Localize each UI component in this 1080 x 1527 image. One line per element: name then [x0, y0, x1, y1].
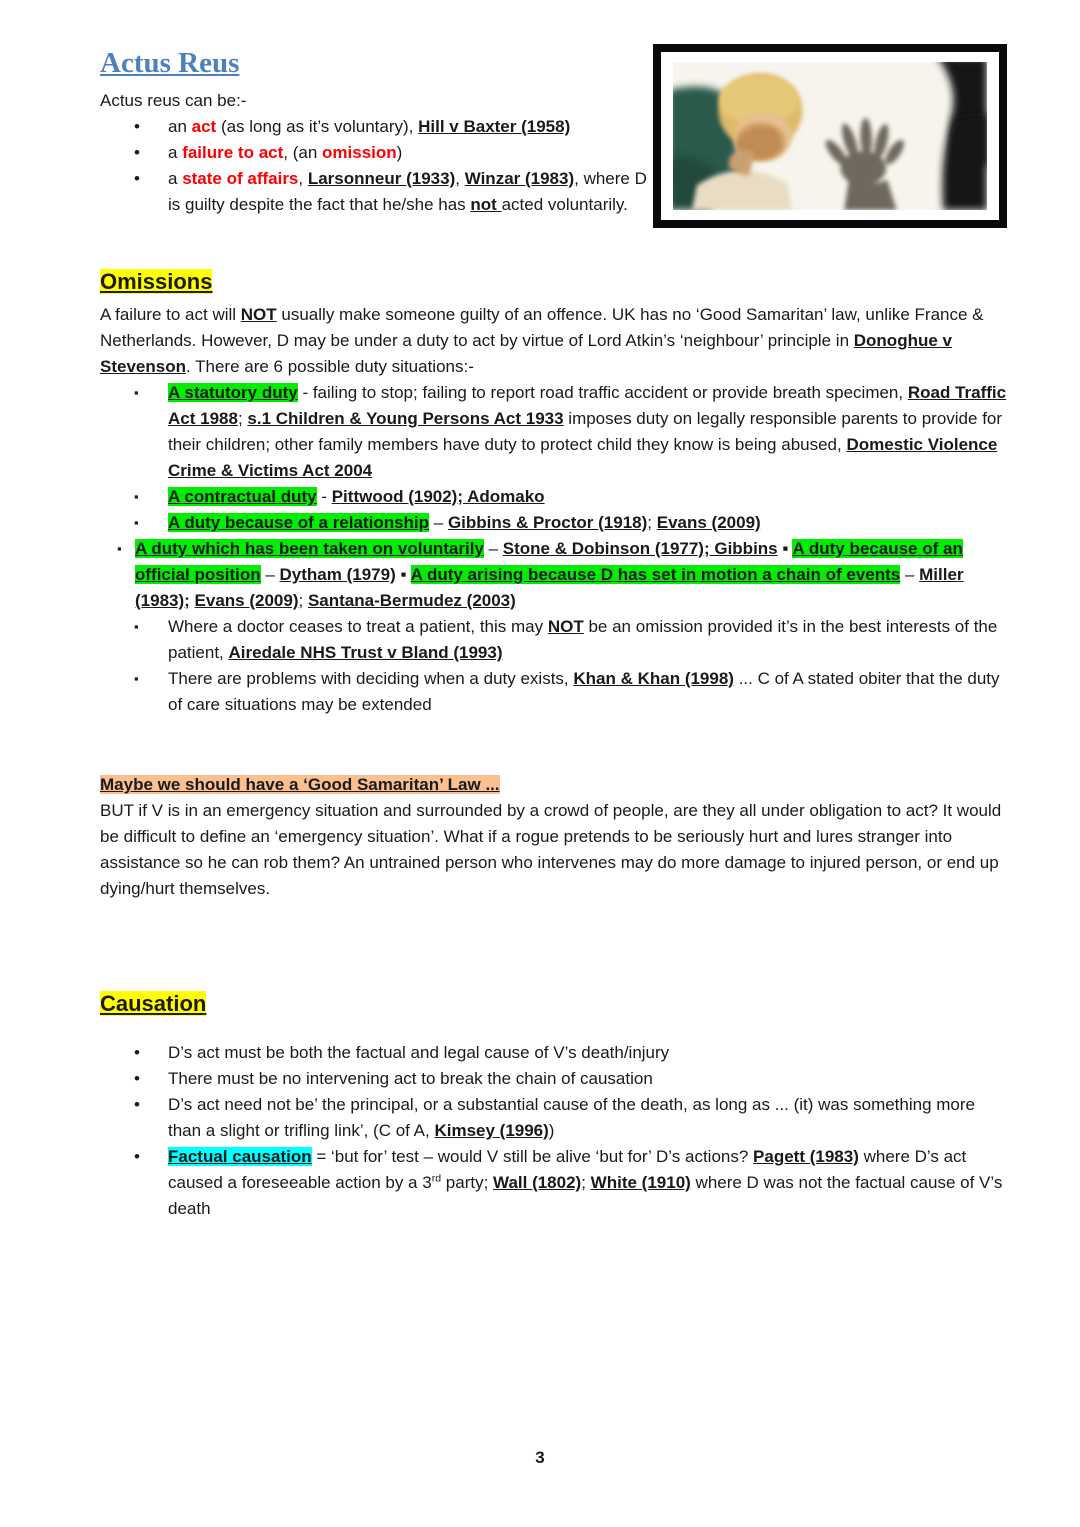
list-item [100, 1092, 1008, 1144]
list-item [100, 166, 648, 218]
omissions-paragraph: A failure to act will NOT usually make someone guilty of an offence. UK has no ‘Good Samaritan’ law, unlike France & Netherlands. However, D may be under a duty to act by virtue of Lord Atkin’s ‘neighbour’ principle in Donoghue v Stevenson. There are 6 possible duty situations:- [100, 305, 984, 376]
list-item-text: A contractual duty - Pittwood (1902); Adomako [168, 487, 545, 506]
square-bullet-icon: ▪ [134, 619, 139, 634]
heading-good-samaritan: Maybe we should have a ‘Good Samaritan’ Law ... [100, 775, 500, 794]
section-good-samaritan [100, 772, 1008, 902]
heading-actus-reus: Actus Reus [100, 47, 240, 79]
list-item-text: A duty which has been taken on voluntarily – Stone & Dobinson (1977); Gibbins ▪ A duty because of an official position – Dytham (1979) ▪ A duty arising because D has set in motion a chain of events – Miller (1983); Evans (2009); Santana-Bermudez (2003) [135, 539, 964, 610]
omissions-list [100, 380, 1008, 718]
bullet-icon: • [134, 1043, 140, 1062]
square-bullet-icon: ▪ [134, 489, 139, 504]
bullet-icon: • [134, 143, 140, 162]
list-item [100, 614, 1008, 666]
list-item-text: an act (as long as it’s voluntary), Hill v Baxter (1958) [168, 117, 571, 136]
square-bullet-icon: ▪ [117, 541, 122, 556]
actus-list [100, 114, 648, 218]
list-item [100, 114, 648, 140]
causation-list [100, 1040, 1008, 1222]
section-omissions [100, 268, 1008, 718]
list-item [100, 1040, 1008, 1066]
list-item [100, 140, 648, 166]
samaritan-paragraph: BUT if V is in an emergency situation and surrounded by a crowd of people, are they all under obligation to act? It would be difficult to define an ‘emergency situation’. What if a rogue pretends to be seriously hurt and lures stranger into assistance so he can rob them? An untrained person who intervenes may do more damage to injured person, or end up dying/hurt themselves. [100, 801, 1002, 898]
bullet-icon: • [134, 1069, 140, 1088]
heading-omissions: Omissions [100, 269, 213, 294]
list-item [100, 1066, 1008, 1092]
actus-intro: Actus reus can be:- [100, 91, 247, 110]
child-abuse-photo [673, 62, 987, 210]
list-item-text: A statutory duty - failing to stop; failing to report road traffic accident or provide breath specimen, Road Traffic Act 1988; s.1 Children & Young Persons Act 1933 imposes duty on legally responsible parents to provide for their children; other family members have duty to protect child they know is being abused, Domestic Violence Crime & Victims Act 2004 [168, 383, 1007, 480]
square-bullet-icon: ▪ [134, 515, 139, 530]
square-bullet-icon: ▪ [134, 385, 139, 400]
list-item-text: a failure to act, (an omission) [168, 143, 403, 162]
list-item-text: D’s act need not be’ the principal, or a substantial cause of the death, as long as ... (it) was something more than a slight or trifling link’, (C of A, Kimsey (1996)) [168, 1095, 976, 1140]
list-item-text: A duty because of a relationship – Gibbins & Proctor (1918); Evans (2009) [168, 513, 761, 532]
list-item-text: There must be no intervening act to break the chain of causation [168, 1069, 653, 1088]
bullet-icon: • [134, 117, 140, 136]
bullet-icon: • [134, 1095, 140, 1114]
list-item [100, 484, 1008, 510]
section-causation [100, 990, 1008, 1222]
heading-causation: Causation [100, 991, 207, 1016]
square-bullet-icon: ▪ [134, 671, 139, 686]
page-number: 3 [535, 1448, 545, 1467]
list-item-text: D’s act must be both the factual and legal cause of V’s death/injury [168, 1043, 670, 1062]
list-item-text: Factual causation = ‘but for’ test – would V still be alive ‘but for’ D’s actions? Pagett (1983) where D’s act caused a foreseeable action by a 3rd party; Wall (1802); White (1910) where D was not the factual cause of V’s death [168, 1147, 1003, 1218]
section-actus-reus [100, 46, 648, 218]
bullet-icon: • [134, 1147, 140, 1166]
list-item [100, 380, 1008, 484]
list-item [100, 536, 1008, 614]
bullet-icon: • [134, 169, 140, 188]
list-item-text: Where a doctor ceases to treat a patient, this may NOT be an omission provided it’s in the best interests of the patient, Airedale NHS Trust v Bland (1993) [168, 617, 998, 662]
photo-frame [653, 44, 1007, 228]
list-item-text: There are problems with deciding when a duty exists, Khan & Khan (1998) ... C of A stated obiter that the duty of care situations may be extended [168, 669, 1000, 714]
list-item [100, 1144, 1008, 1222]
list-item [100, 666, 1008, 718]
list-item-text: a state of affairs, Larsonneur (1933), Winzar (1983), where D is guilty despite the fact that he/she has not acted voluntarily. [168, 169, 647, 214]
list-item [100, 510, 1008, 536]
